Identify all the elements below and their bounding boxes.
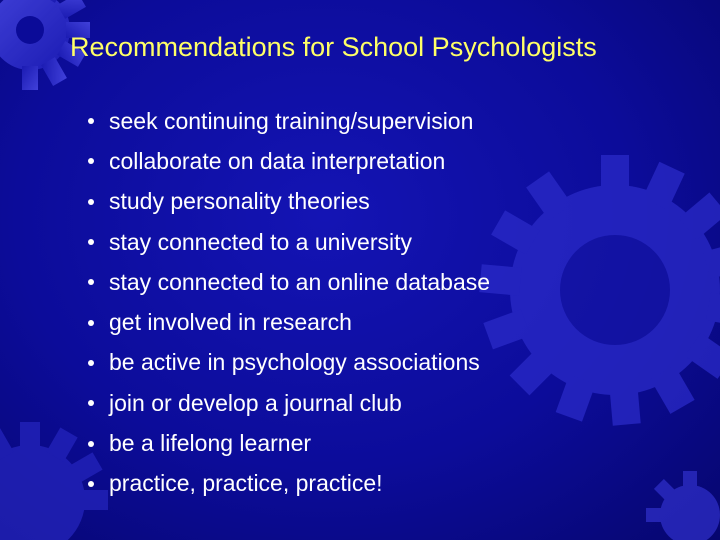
bullet-dot-icon [88,360,94,366]
bullet-dot-icon [88,199,94,205]
bullet-dot-icon [88,279,94,285]
list-item [88,141,688,181]
list-item [88,182,688,222]
list-item-text: collaborate on data interpretation [109,147,446,174]
bullet-dot-icon [88,441,94,447]
list-item [88,464,688,504]
list-item [88,383,688,423]
list-item-text: be a lifelong learner [109,430,312,457]
list-item-text: practice, practice, practice! [109,470,383,497]
list-item-text: get involved in research [109,309,352,336]
list-item [88,302,688,342]
bullet-dot-icon [88,239,94,245]
list-item-text: be active in psychology associations [109,349,480,376]
list-item-text: stay connected to an online database [109,268,491,295]
list-item [88,343,688,383]
bullet-dot-icon [88,158,94,164]
bullet-list [88,101,688,504]
list-item [88,222,688,262]
bullet-dot-icon [88,400,94,406]
bullet-dot-icon [88,481,94,487]
list-item-text: join or develop a journal club [109,389,402,416]
list-item-text: study personality theories [109,188,370,215]
bullet-dot-icon [88,320,94,326]
list-item-text: stay connected to a university [109,228,412,255]
list-item [88,262,688,302]
list-item [88,101,688,141]
list-item [88,423,688,463]
bullet-dot-icon [88,118,94,124]
list-item-text: seek continuing training/supervision [109,107,474,134]
slide-title: Recommendations for School Psychologists [70,32,597,62]
